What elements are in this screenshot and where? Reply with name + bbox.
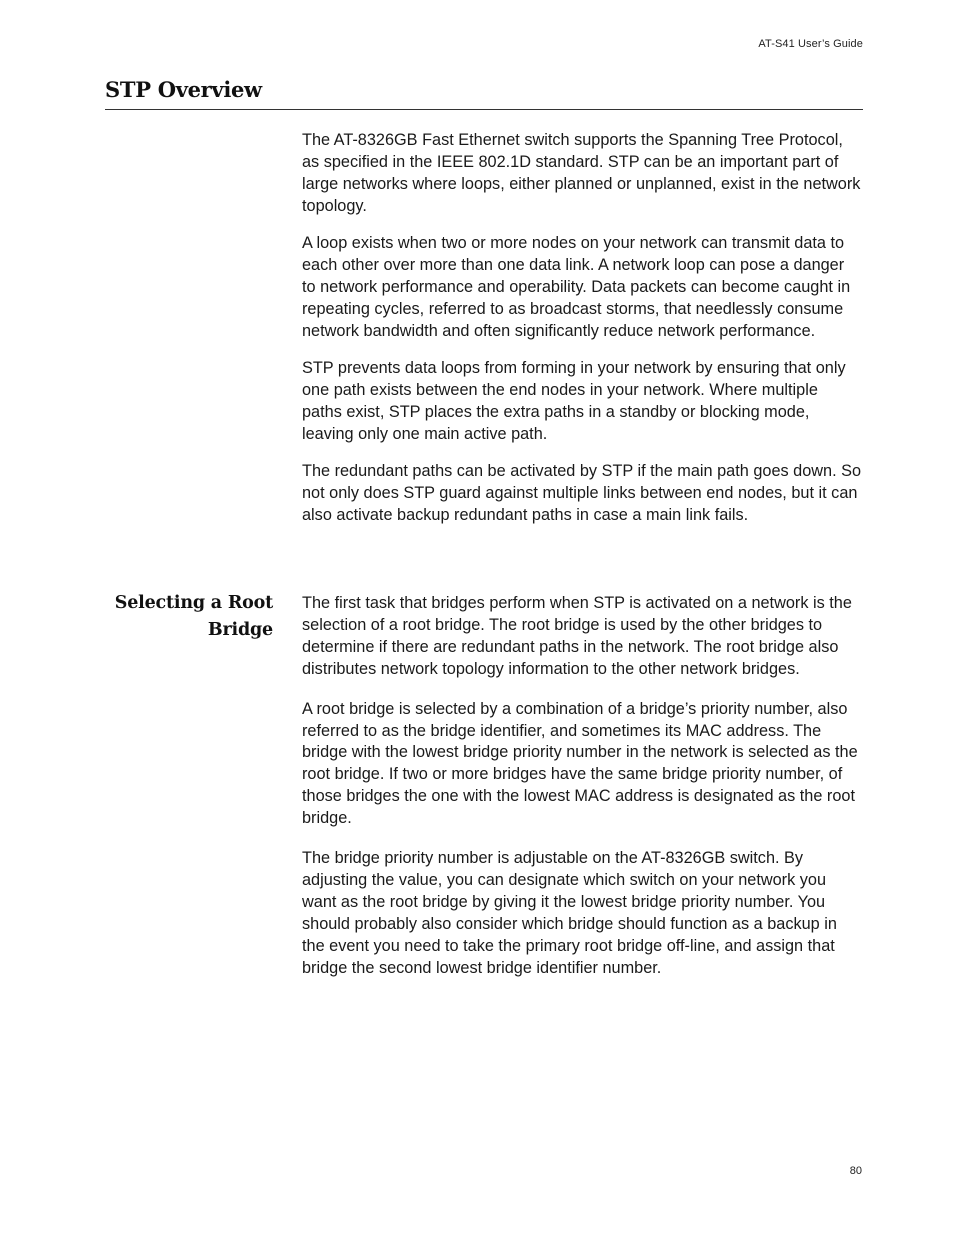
title-rule <box>105 109 863 110</box>
section-body <box>302 130 862 527</box>
page-number: 80 <box>849 1165 862 1177</box>
running-header: AT-S41 User’s Guide <box>758 38 863 50</box>
subsection-title: Selecting a Root Bridge <box>114 593 273 640</box>
subsection-body <box>302 593 862 980</box>
paragraph: A root bridge is selected by a combination of a bridge’s priority number, also referred to as the bridge identifier, and sometimes its MAC address. The bridge with the lowest bridge priority number in the network is selected as the root bridge. If two or more bridges have the same bridge priority number, of those bridges the one with the lowest MAC address is designated as the root bridge. <box>302 699 858 828</box>
section-title: STP Overview <box>105 77 262 102</box>
paragraph: The first task that bridges perform when STP is activated on a network is the selection of a root bridge. The root bridge is used by the other bridges to determine if there are redundant paths in the network. The root bridge also distributes network topology information to the other network bridges. <box>302 594 852 678</box>
paragraph: A loop exists when two or more nodes on your network can transmit data to each other over more than one data link. A network loop can pose a danger to network performance and operability. Data packets can become caught in repeating cycles, referred to as broadcast storms, that needlessly consume network bandwidth and often significantly reduce network performance. <box>302 234 851 340</box>
paragraph: The redundant paths can be activated by STP if the main path goes down. So not only does STP guard against multiple links between end nodes, but it can also activate backup redundant paths in case a main link fails. <box>302 462 862 525</box>
paragraph: The bridge priority number is adjustable on the AT-8326GB switch. By adjusting the value, you can designate which switch on your network you want as the root bridge by giving it the lowest bridge priority number. You should probably also consider which bridge should function as a backup in the event you need to take the primary root bridge off-line, and assign that bridge the second lowest bridge identifier number. <box>302 849 837 977</box>
paragraph: STP prevents data loops from forming in your network by ensuring that only one path exists between the end nodes in your network. Where multiple paths exist, STP places the extra paths in a standby or blocking mode, leaving only one main active path. <box>302 359 846 443</box>
paragraph: The AT-8326GB Fast Ethernet switch supports the Spanning Tree Protocol, as specified in the IEEE 802.1D standard. STP can be an important part of large networks where loops, either planned or unplanned, exist in the network topology. <box>302 131 861 215</box>
